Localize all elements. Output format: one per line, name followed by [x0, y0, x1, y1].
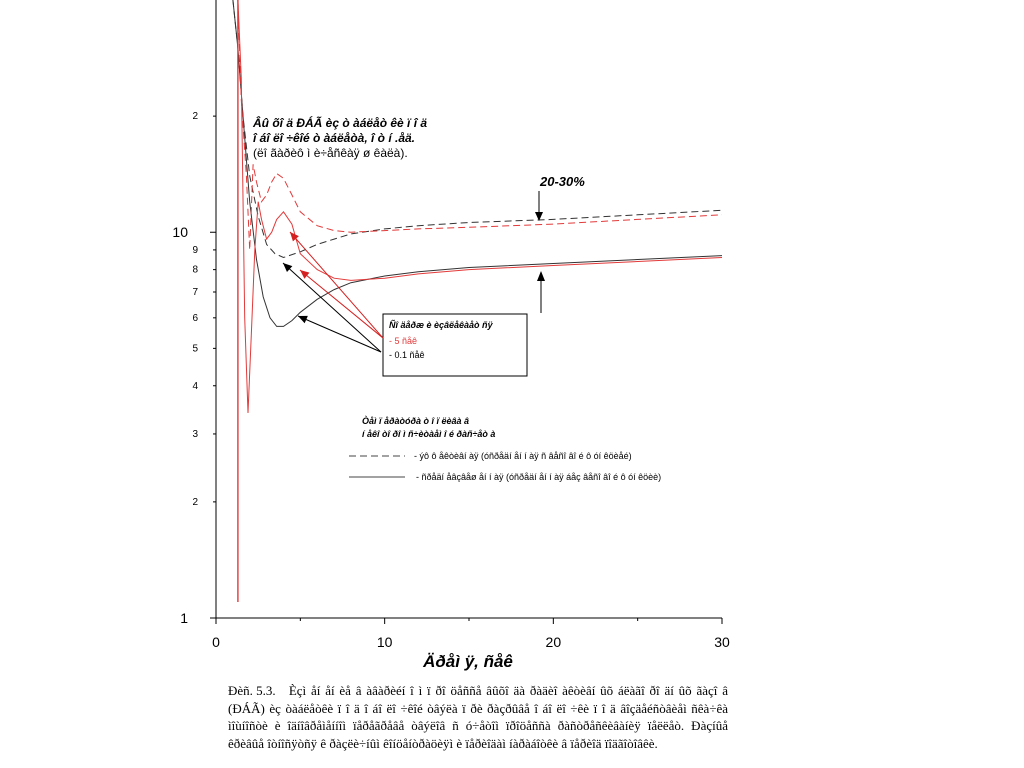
annotation-line3: (ëî ãàðèô ì è÷åñêàÿ ø êàëà). [253, 146, 408, 160]
arrow-red-solid-line [300, 270, 383, 338]
x-tick-label: 10 [376, 634, 393, 650]
y-minor-label: 2 [192, 496, 198, 508]
flow-legend-line1: Òåì ï åðàòóðà ò î ï ëèâà â [362, 416, 470, 426]
x-tick-label: 20 [545, 634, 562, 650]
y-minor-label: 4 [192, 380, 198, 392]
series-group [233, 0, 722, 602]
x-tick-label: 30 [714, 634, 730, 650]
flow-legend-line2: í åêî òî ðî ì ñ÷èòàåì î é ðàñ÷åò à [362, 429, 496, 439]
x-tick-label: 0 [212, 634, 220, 650]
y-minor-label: 2 [192, 111, 198, 123]
caption-text: Èçì åí åí èå â àâàðèéí î ì ï ðî öåññå âûõî äà ðàäèî àêòèâí ûõ áëàãî ðî äí ûõ ãàçî â (ÐÁÃ) èç òàáëåòêè ï î ä î áî ëî ÷êîé òâýëà ï ðè ðàçðûâå î áî ëî ÷êè ï î ä âîçäåéñòâèåì ñêà÷êà ìîùíîñòè è îäíîâðåìåííîì ïåðåãðåâå òâýëîâ ñ ó÷åòîì ïðîöåññà ðàñòðåñêèâàíèÿ ïåëëåò. Ðàçíûå êðèâûå îòíîñÿòñÿ ê ðàçëè÷íûì êîíöåíòðàöèÿì è ïåðèîäàì íàðàáîòêè â ïåðèîä ïîäãîòîâêè. [228, 683, 729, 751]
axes [210, 0, 722, 624]
flow-legend-dashed-text: - ýô ô åêòèâí àÿ (óñðåäí åí í àÿ ñ âåñî âî é ô óí êöèåé) [414, 451, 632, 461]
arrow-red-solid-head [300, 270, 309, 279]
arrow-up-head [537, 271, 545, 281]
label-20-30: 20-30% [540, 174, 585, 189]
series-line-black-solid [233, 0, 722, 326]
figure-caption [228, 682, 728, 752]
y-tick-label: 1 [180, 610, 188, 626]
y-minor-label: 8 [192, 264, 198, 276]
annotations [252, 115, 661, 482]
y-minor-label: 9 [192, 244, 198, 256]
annotation-line1: Âû õî ä ÐÁÃ èç ò àáëåò êè ï î ä [253, 116, 428, 130]
x-axis-label: Äðåì ÿ, ñåê [423, 652, 513, 671]
arrow-black-dashed-line [283, 263, 381, 352]
y-minor-label: 7 [192, 287, 198, 299]
y-minor-label: 3 [192, 428, 198, 440]
flow-legend-solid-text: - ñðåäí åâçâåø åí í àÿ (óñðåäí åí í àÿ áåç âåñî âî é ô óí êöèè) [416, 472, 662, 482]
time-box-item2: - 0.1 ñåê [389, 350, 425, 360]
time-box-title: Ñî äåðæ è èçâëåêàåò ñÿ [389, 320, 493, 330]
annotation-line2: î áî ëî ÷êîé ò àáëåòà, î ò í .åä. [253, 131, 415, 145]
caption-number: Ðèñ. 5.3. [228, 683, 276, 698]
time-box-item1: - 5 ñåê [389, 336, 418, 346]
y-minor-label: 5 [192, 343, 198, 355]
tick-labels [172, 111, 730, 671]
y-minor-label: 6 [192, 312, 198, 324]
y-tick-label: 10 [172, 224, 188, 241]
